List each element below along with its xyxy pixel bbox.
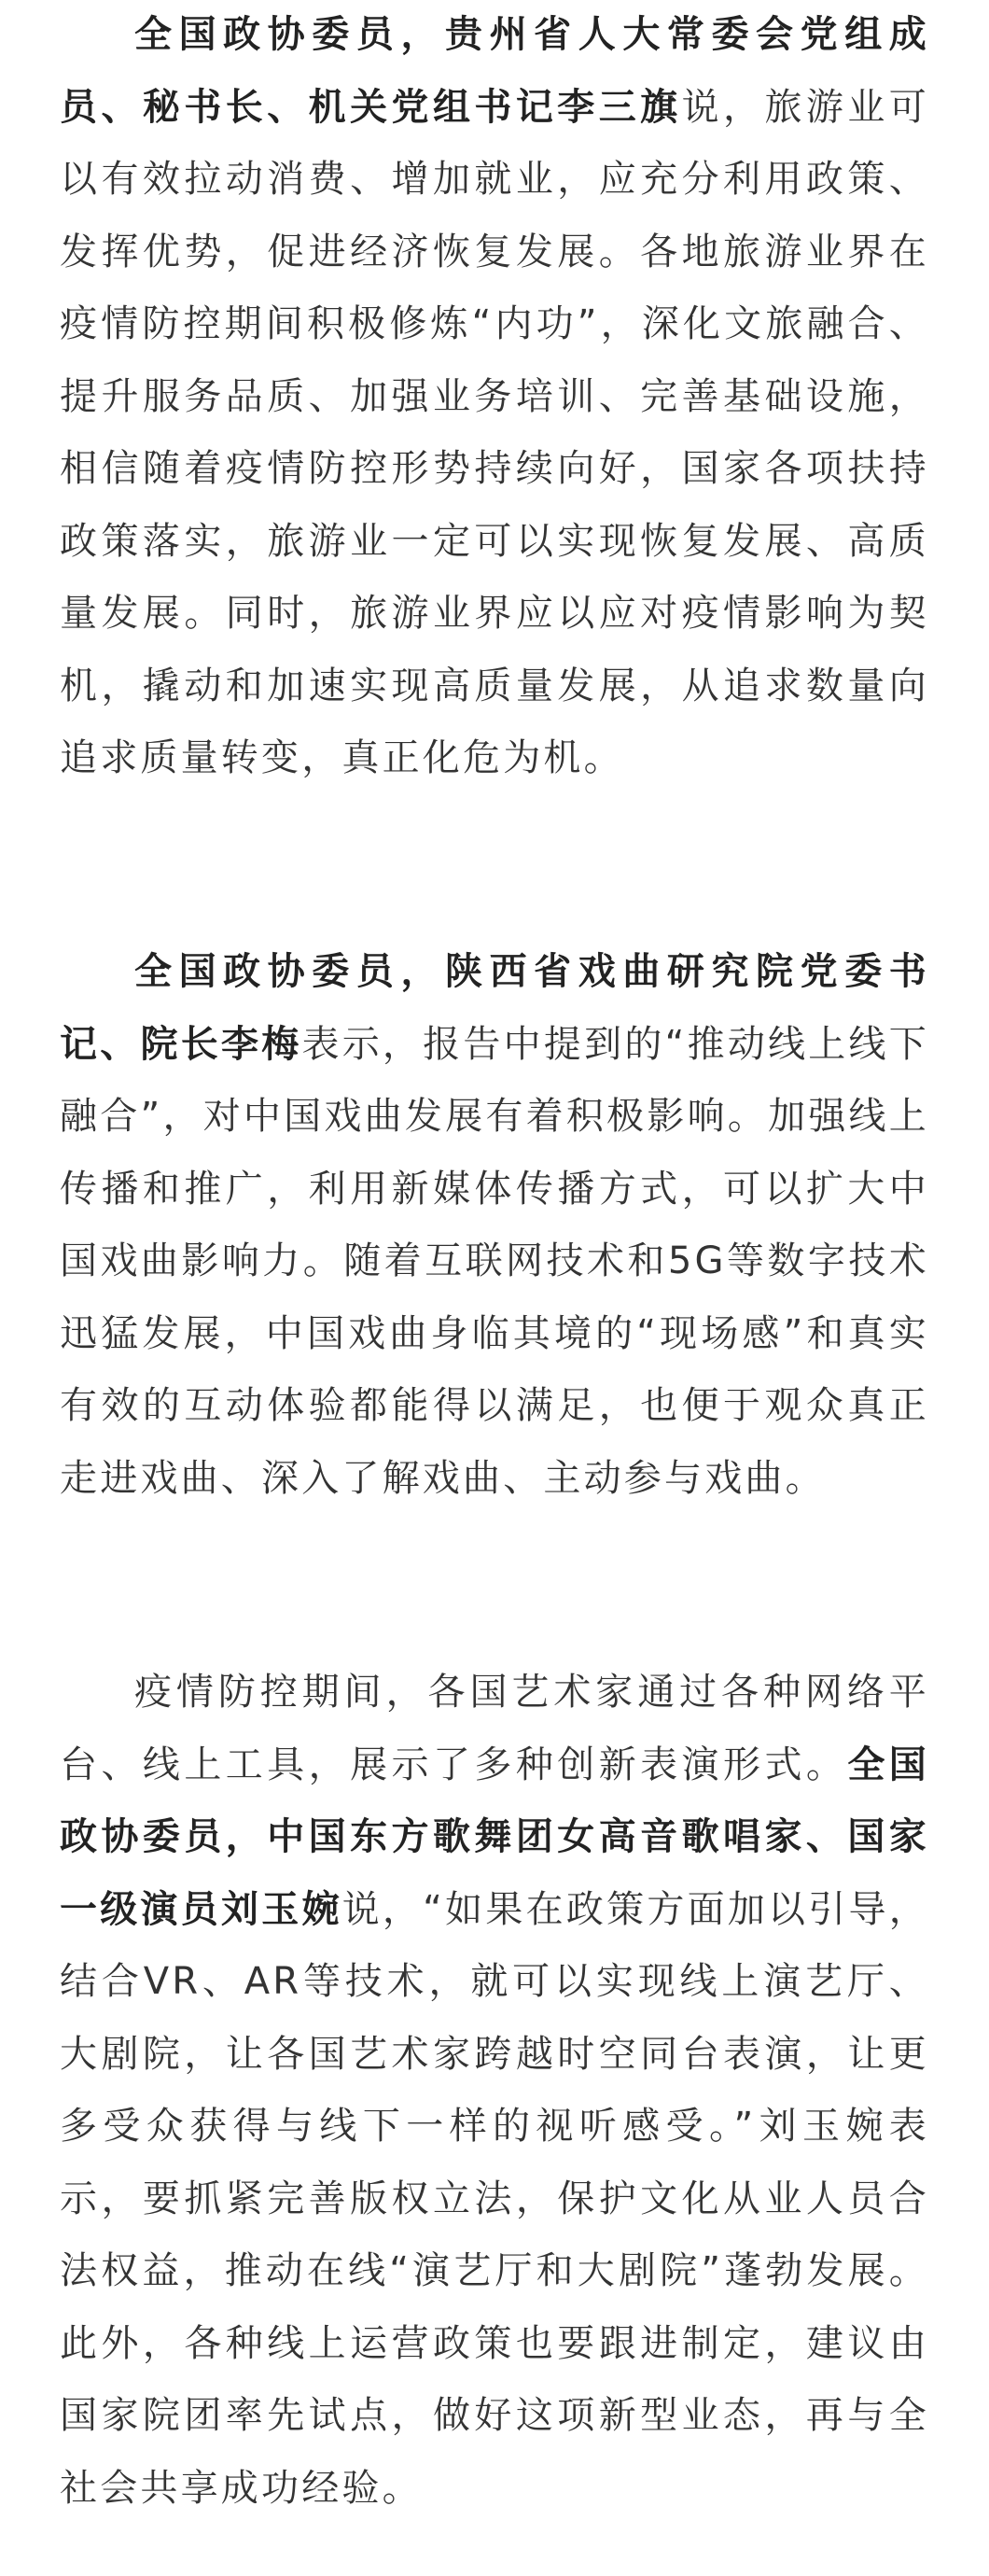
speaker-li-sanqi: 全国政协委员，贵州省人大常委会党组成员、秘书长、机关党组书记李三旗 <box>60 13 929 129</box>
speaker-li-mei: 全国政协委员，陕西省戏曲研究院党委书记、院长李梅 <box>60 950 929 1066</box>
paragraph-li-sanqi <box>60 0 929 795</box>
paragraph-text: 表示，报告中提到的“推动线上线下融合”，对中国戏曲发展有着积极影响。加强线上传播和推广，利用新媒体传播方式，可以扩大中国戏曲影响力。随着互联网技术和5G等数字技术迅猛发展，中国戏曲身临其境的“现场感”和真实有效的互动体验都能得以满足，也便于观众真正走进戏曲、深入了解戏曲、主动参与戏曲。 <box>60 1022 929 1500</box>
paragraph-text: 说，“如果在政策方面加以引导，结合VR、AR等技术，就可以实现线上演艺厅、大剧院，让各国艺术家跨越时空同台表演，让更多受众获得与线下一样的视听感受。”刘玉婉表示，要抓紧完善版权立法，保护文化从业人员合法权益，推动在线“演艺厅和大剧院”蓬勃发展。此外，各种线上运营政策也要跟进制定，建议由国家院团率先试点，做好这项新型业态，再与全社会共享成功经验。 <box>60 1887 929 2510</box>
paragraph-lead-text: 疫情防控期间，各国艺术家通过各种网络平台、线上工具，展示了多种创新表演形式。 <box>60 1671 929 1786</box>
speaker-liu-yuwan: 全国政协委员，中国东方歌舞团女高音歌唱家、国家一级演员刘玉婉 <box>60 1743 929 1931</box>
paragraph-liu-yuwan <box>60 1657 929 2525</box>
paragraph-text: 说，旅游业可以有效拉动消费、增加就业，应充分利用政策、发挥优势，促进经济恢复发展。各地旅游业界在疫情防控期间积极修炼“内功”，深化文旅融合、提升服务品质、加强业务培训、完善基础设施，相信随着疫情防控形势持续向好，国家各项扶持政策落实，旅游业一定可以实现恢复发展、高质量发展。同时，旅游业界应以应对疫情影响为契机，撬动和加速实现高质量发展，从追求数量向追求质量转变，真正化危为机。 <box>60 85 930 779</box>
paragraph-li-mei <box>60 936 929 1515</box>
